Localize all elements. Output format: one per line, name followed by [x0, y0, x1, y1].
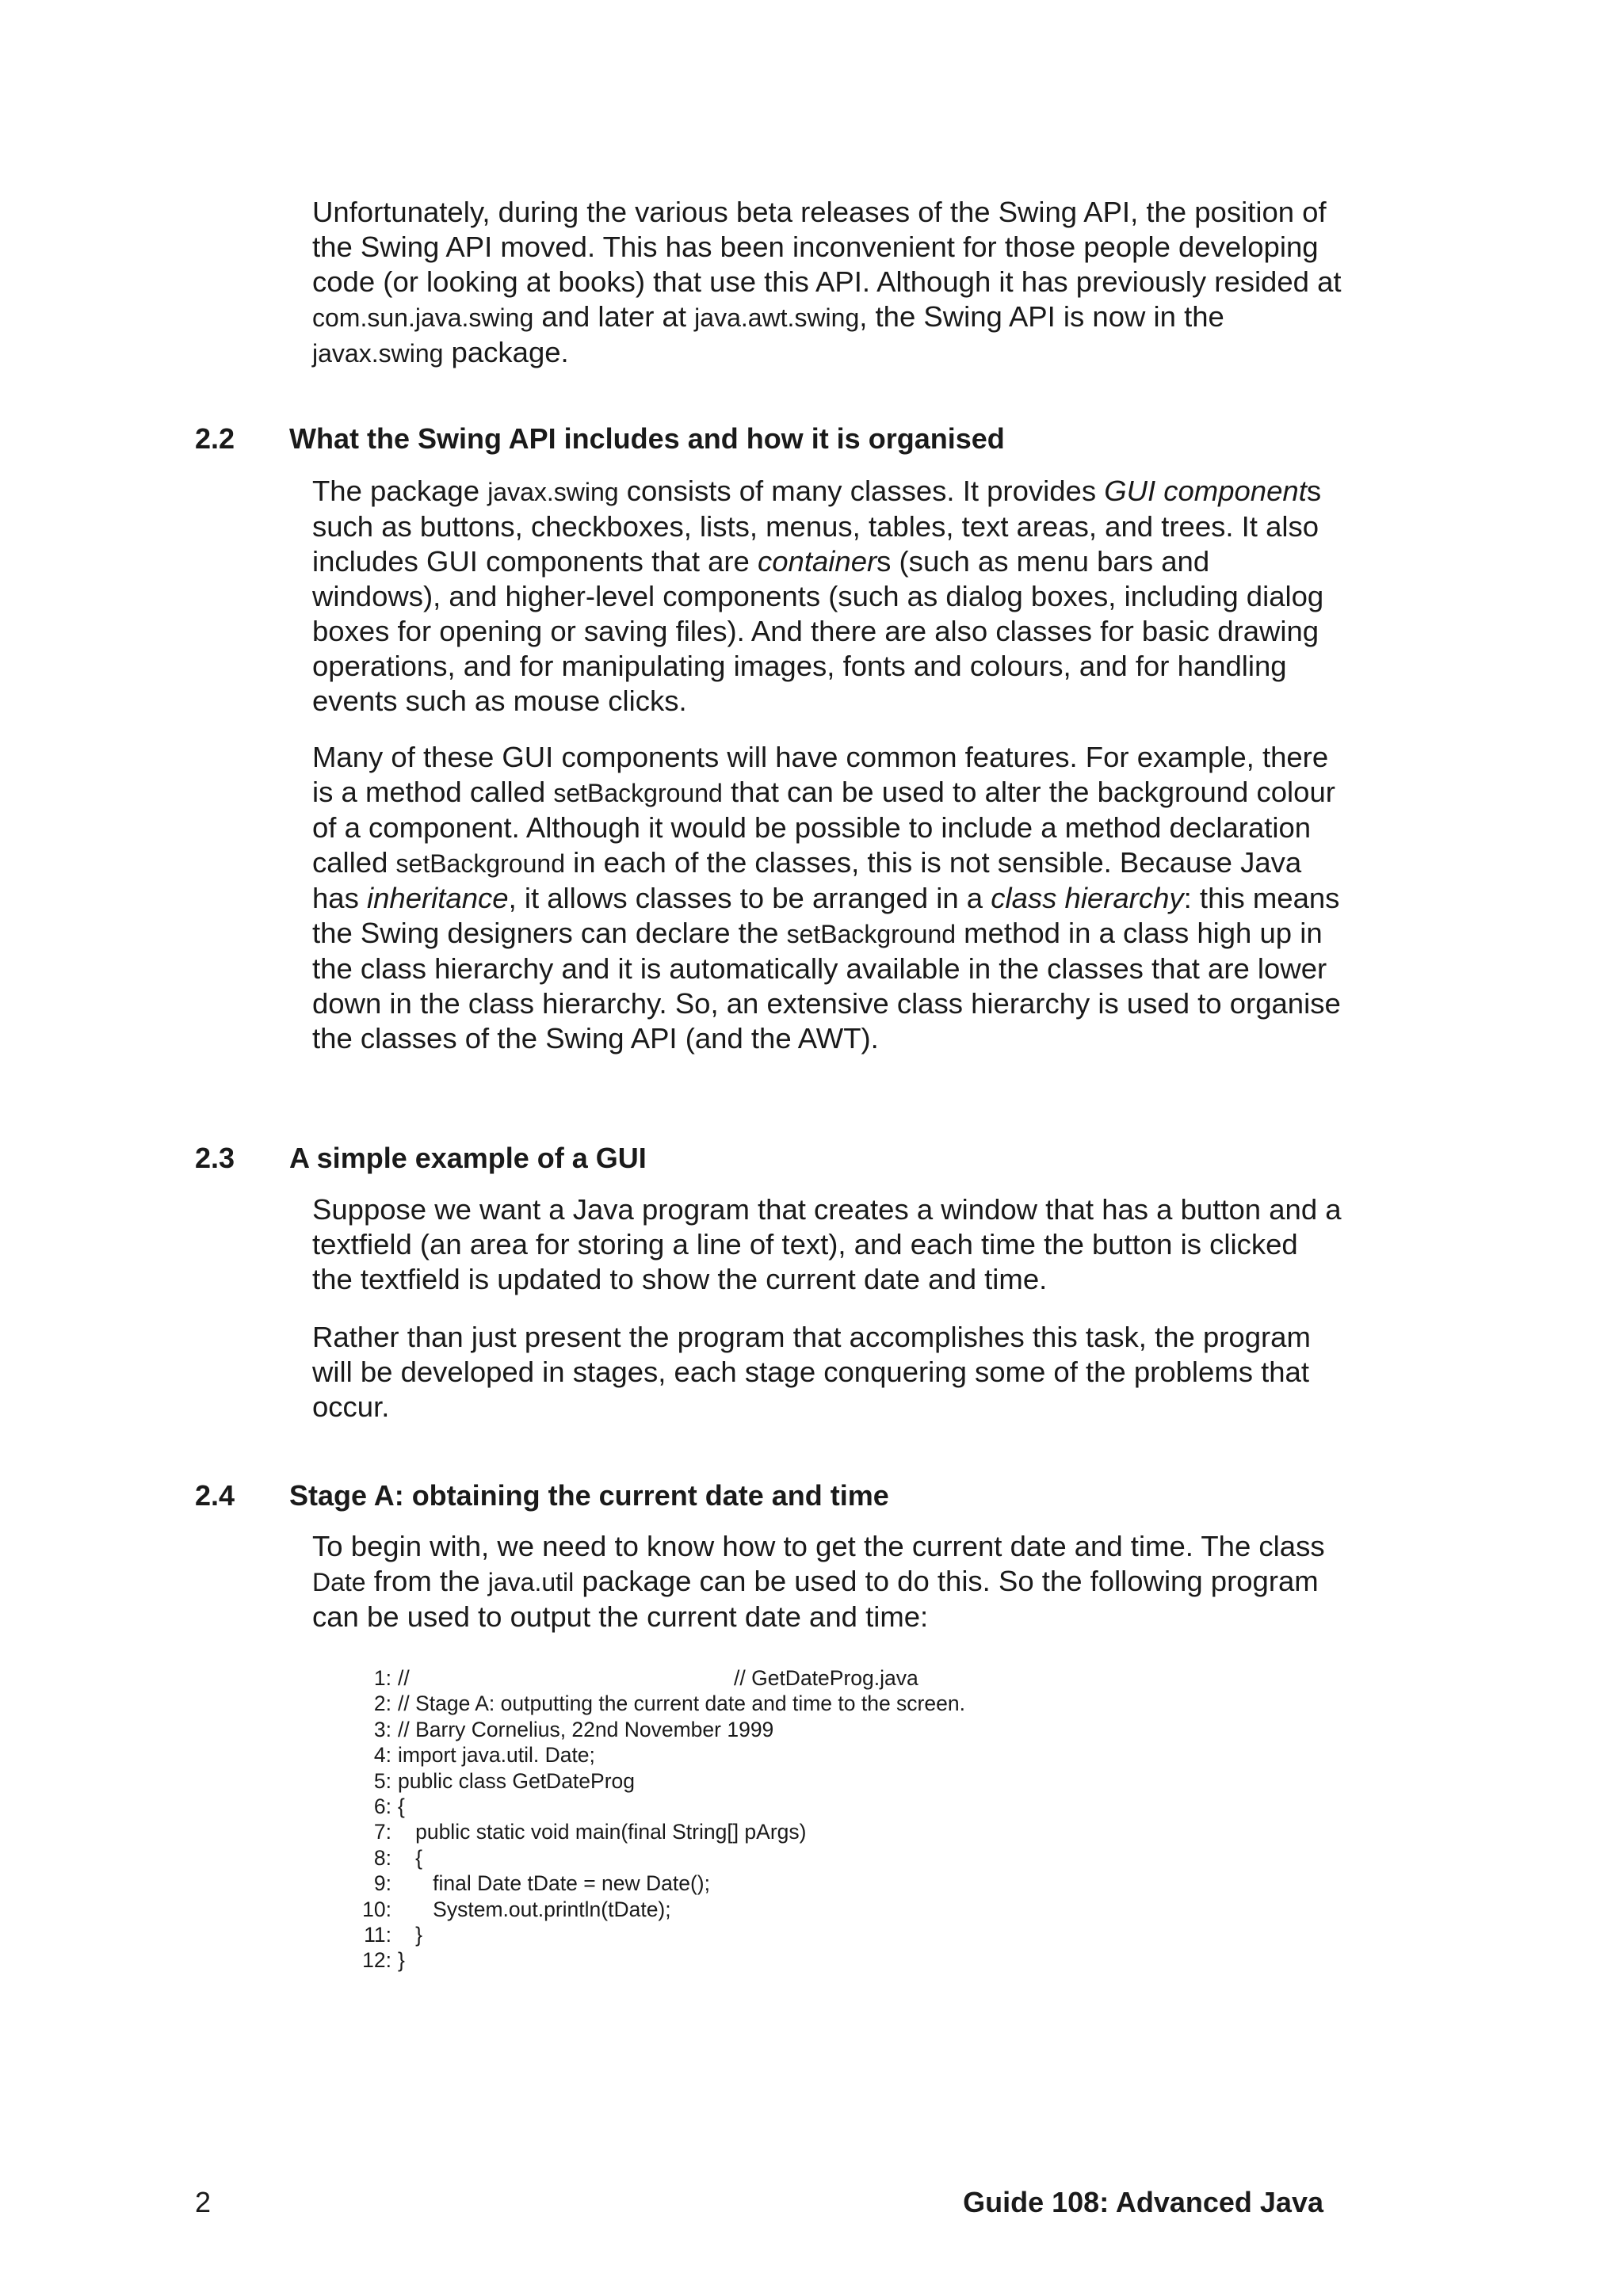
code-line: [349, 1845, 965, 1871]
code-javax-swing: javax.swing: [312, 339, 444, 368]
intro-text-4: package.: [443, 336, 569, 368]
text-run: from the: [365, 1565, 488, 1597]
text-run: in each of the classes, this is not sensible. Because Java has: [312, 846, 1302, 914]
code-date: Date: [312, 1568, 366, 1596]
section-2-4-paragraph-1: [312, 1529, 1342, 1634]
line-code: }: [398, 1923, 422, 1947]
emphasis-container: container: [758, 545, 877, 578]
line-code: final Date tDate = new Date();: [398, 1871, 710, 1896]
intro-text-2: and later at: [533, 300, 695, 333]
line-number: 11:: [364, 1923, 391, 1947]
code-com-sun-java-swing: com.sun.java.swing: [312, 303, 534, 332]
emphasis-gui-component: GUI component: [1104, 475, 1307, 507]
line-number: 1:: [373, 1666, 391, 1690]
code-line: [349, 1897, 965, 1922]
line-number: 10:: [362, 1897, 391, 1921]
section-title: Stage A: obtaining the current date and time: [289, 1479, 889, 1512]
line-number: 6:: [373, 1794, 391, 1819]
line-code: public class GetDateProg: [398, 1768, 636, 1793]
section-2-3-paragraph-1: Suppose we want a Java program that creates a window that has a button and a textfield (an area for storing a line of text), and each time the button is clicked the textfield is updated to show the current date and time.: [312, 1193, 1342, 1295]
line-code: {: [398, 1794, 405, 1819]
code-line: [349, 1717, 965, 1742]
line-code: import java.util. Date;: [398, 1743, 595, 1768]
text-run: , it allows classes to be arranged in a: [508, 882, 991, 914]
code-line: [349, 1768, 965, 1794]
code-line: [349, 1819, 965, 1844]
section-number: 2.3: [195, 1142, 235, 1174]
line-code: // Stage A: outputting the current date and time to the screen.: [398, 1691, 965, 1716]
code-setbackground: setBackground: [786, 920, 957, 948]
line-number: 7:: [373, 1820, 391, 1844]
line-code: System.out.println(tDate);: [398, 1897, 671, 1921]
text-run: package can be used to do this. So the following program can be used to output the current date and time:: [312, 1565, 1319, 1633]
code-java-util: java.util: [487, 1568, 575, 1596]
text-run: The package: [312, 475, 488, 507]
section-2-3-paragraph-2: Rather than just present the program that accomplishes this task, the program will be developed in stages, each stage conquering some of the problems that occur.: [312, 1321, 1311, 1423]
line-number: 3:: [373, 1717, 391, 1741]
section-title: A simple example of a GUI: [289, 1142, 647, 1174]
section-heading-2-3: [195, 1141, 647, 1176]
text-run: s such as buttons, checkboxes, lists, menus, tables, text areas, and trees. It also includes GUI components that are: [312, 475, 1322, 578]
code-setbackground: setBackground: [395, 849, 565, 878]
emphasis-inheritance: inheritance: [367, 882, 509, 914]
text-run: Many of these GUI components will have common features. For example, there is a method called: [312, 741, 1329, 808]
text-run: that can be used to alter the background colour of a component. Although it would be possible to include a method declaration called: [312, 776, 1335, 879]
line-code: {: [398, 1845, 422, 1870]
line-number: 5:: [373, 1768, 391, 1793]
section-number: 2.4: [195, 1479, 235, 1512]
line-number: 4:: [373, 1743, 391, 1768]
intro-text-1: Unfortunately, during the various beta releases of the Swing API, the position of the Swing API moved. This has been inconvenient for those people developing code (or looking at books) that use this API. Although it has previously resided at: [312, 196, 1342, 298]
line-code: }: [398, 1948, 405, 1973]
section-2-2-paragraph-2: [312, 740, 1342, 1056]
section-number: 2.2: [195, 422, 235, 455]
footer-guide-title: Guide 108: Advanced Java: [963, 2186, 1323, 2218]
line-number: 2:: [373, 1691, 391, 1716]
code-line: [349, 1665, 965, 1691]
line-number: 9:: [373, 1871, 391, 1896]
code-line: [349, 1947, 965, 1973]
intro-paragraph: [312, 195, 1342, 371]
section-2-2-paragraph-1: [312, 474, 1342, 719]
page-number: 2: [195, 2186, 212, 2218]
code-line: [349, 1742, 965, 1768]
code-java-awt-swing: java.awt.swing: [694, 303, 860, 332]
text-run: s (such as menu bars and windows), and higher-level components (such as dialog boxes, including dialog boxes for opening or saving files). And there are also classes for basic drawing operations, and for manipulating images, fonts and colours, and for handling events such as mouse clicks.: [312, 545, 1324, 717]
code-setbackground: setBackground: [553, 779, 723, 807]
code-line: [349, 1922, 965, 1947]
code-line: [349, 1691, 965, 1716]
text-run: To begin with, we need to know how to get the current date and time. The class: [312, 1530, 1325, 1562]
code-line: [349, 1871, 965, 1896]
text-run: : this means the Swing designers can declare the: [312, 882, 1340, 949]
file-name-comment: // GetDateProg.java: [734, 1666, 918, 1690]
section-heading-2-2: [195, 421, 1005, 456]
section-heading-2-4: [195, 1478, 889, 1513]
line-code: //: [398, 1666, 410, 1690]
section-title: What the Swing API includes and how it is organised: [289, 422, 1005, 455]
text-run: method in a class high up in the class hierarchy and it is automatically available in the classes that are lower down in the class hierarchy. So, an extensive class hierarchy is used to organise the classes of the Swing API (and the AWT).: [312, 917, 1341, 1055]
line-number: 12:: [362, 1948, 391, 1973]
code-line: [349, 1794, 965, 1819]
line-code: public static void main(final String[] pArgs): [398, 1820, 807, 1844]
intro-text-3: , the Swing API is now in the: [859, 300, 1224, 333]
line-code: // Barry Cornelius, 22nd November 1999: [398, 1717, 774, 1741]
code-listing: [349, 1665, 965, 1974]
line-number: 8:: [373, 1845, 391, 1870]
code-javax-swing: javax.swing: [487, 478, 619, 506]
text-run: consists of many classes. It provides: [618, 475, 1105, 507]
emphasis-class-hierarchy: class hierarchy: [991, 882, 1184, 914]
